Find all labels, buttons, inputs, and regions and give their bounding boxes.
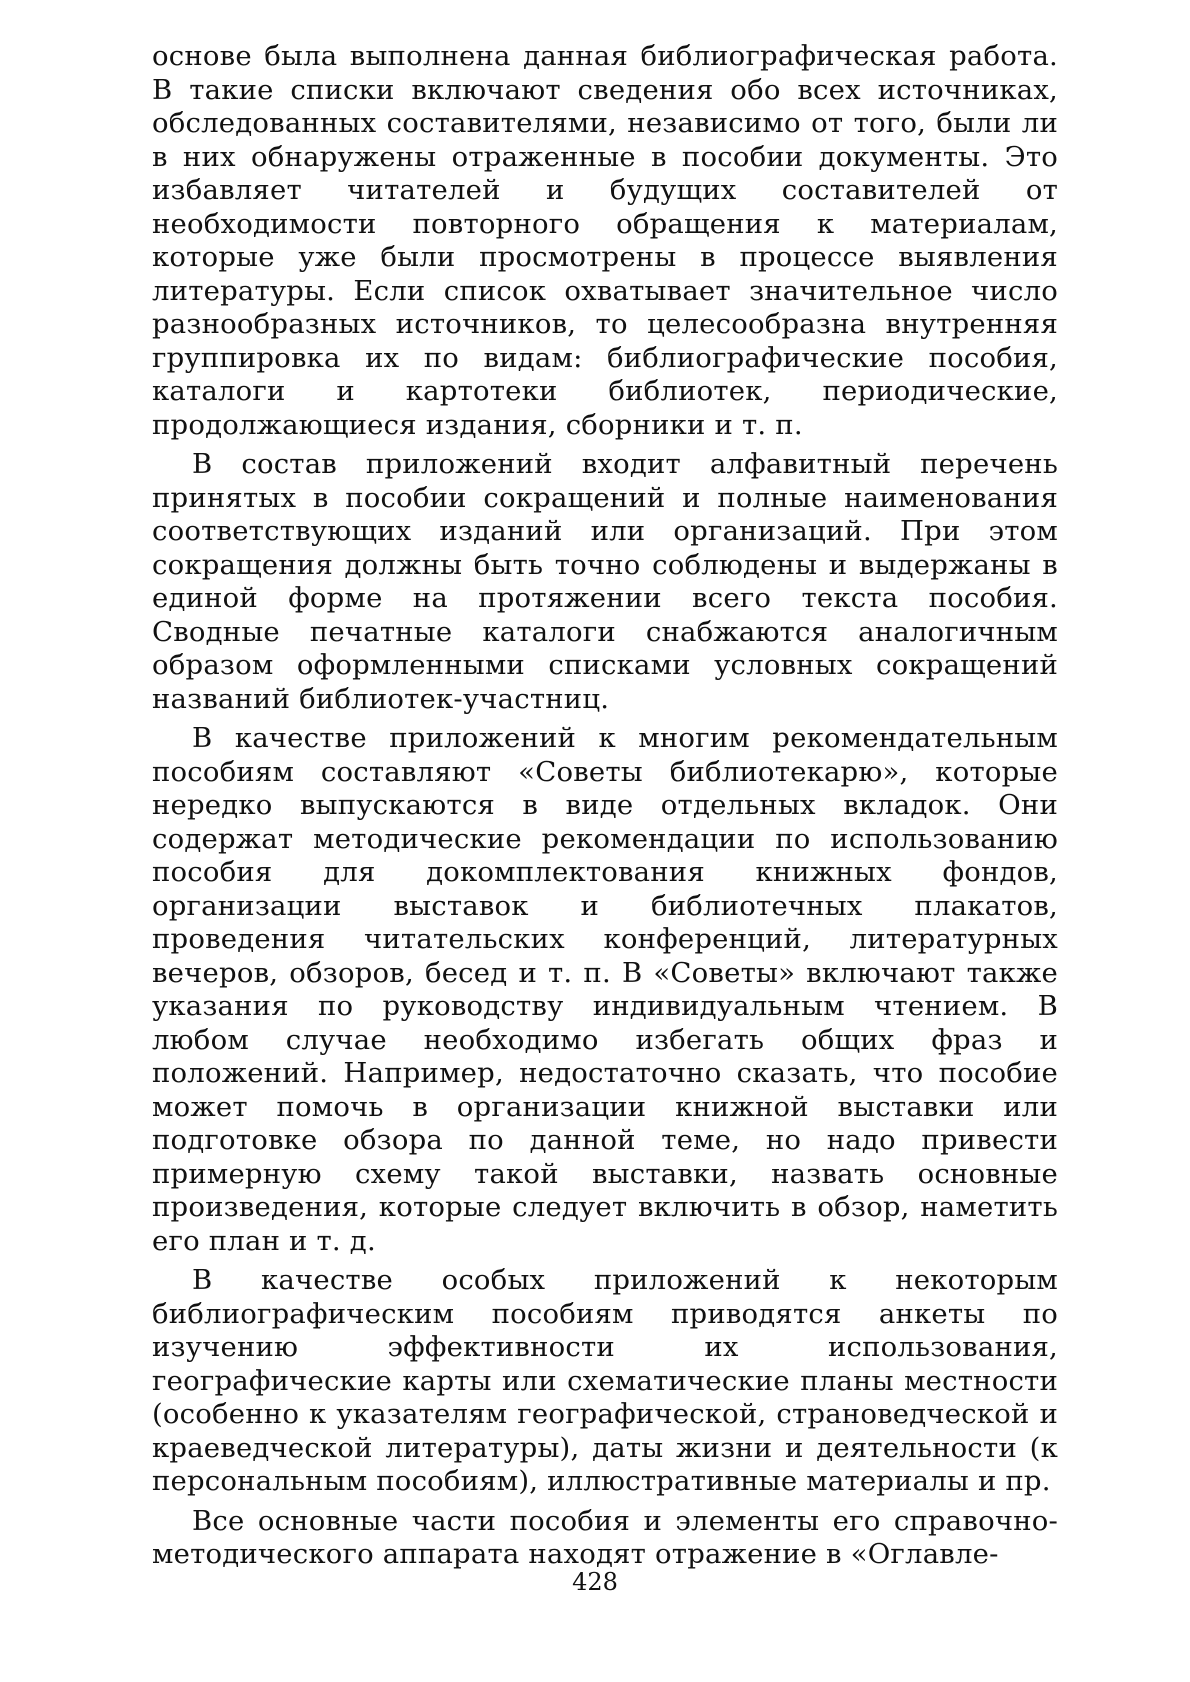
paragraph-2: В состав приложений входит алфавитный перечень принятых в пособии сокращений и полные наименования соответствующих изданий или организаций. При этом сокращения должны быть точно соблюдены и выдержаны в единой форме на протяжении всего текста пособия. Сводные печатные каталоги снабжаются аналогичным образом оформленными списками условных сокращений названий библиотек-участниц.: [152, 448, 1058, 715]
paragraph-5: Все основные части пособия и элементы его справочно-методического аппарата находят отражение в «Оглавле-: [152, 1504, 1058, 1570]
page-number: 428: [572, 1568, 618, 1596]
paragraph-3: В качестве приложений к многим рекомендательным пособиям составляют «Советы библиотекарю», которые нередко выпускаются в виде отдельных вкладок. Они содержат методические рекомендации по использованию пособия для докомплектования книжных фондов, организации выставок и библиотечных плакатов, проведения читательских конференций, литературных вечеров, обзоров, бесед и т. п. В «Советы» включают также указания по руководству индивидуальным чтением. В любом случае необходимо избегать общих фраз и положений. Например, недостаточно сказать, что пособие может помочь в организации книжной выставки или подготовке обзора по данной теме, но надо привести примерную схему такой выставки, назвать основные произведения, которые следует включить в обзор, наметить его план и т. д.: [152, 722, 1058, 1257]
paragraph-4: В качестве особых приложений к некоторым библиографическим пособиям приводятся анкеты по изучению эффективности их использования, географические карты или схематические планы местности (особенно к указателям географической, страноведческой и краеведческой литературы), даты жизни и деятельности (к персональным пособиям), иллюстративные материалы и пр.: [152, 1264, 1058, 1497]
page-body: [152, 40, 1058, 1572]
paragraph-1: основе была выполнена данная библиографическая работа. В такие списки включают сведения обо всех источниках, обследованных составителями, независимо от того, были ли в них обнаружены отраженные в пособии документы. Это избавляет читателей и будущих составителей от необходимости повторного обращения к материалам, которые уже были просмотрены в процессе выявления литературы. Если список охватывает значительное число разнообразных источников, то целесообразна внутренняя группировка их по видам: библиографические пособия, каталоги и картотеки библиотек, периодические, продолжающиеся издания, сборники и т. п.: [152, 40, 1058, 441]
